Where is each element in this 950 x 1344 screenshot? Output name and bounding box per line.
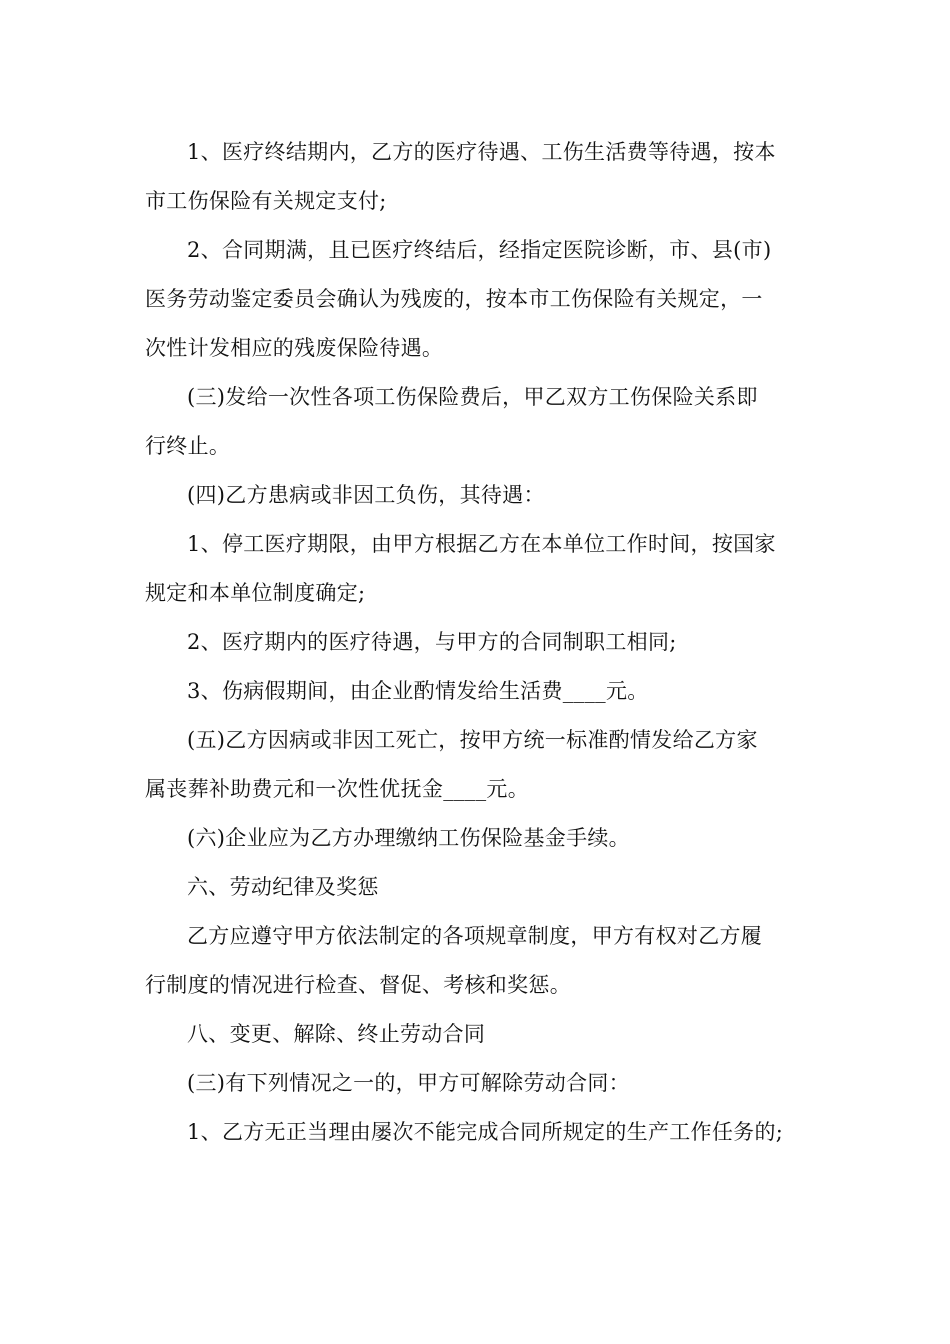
- paragraph-5: [145, 520, 820, 618]
- paragraph-2: [145, 226, 820, 373]
- text-line: (五)乙方因病或非因工死亡，按甲方统一标准酌情发给乙方家: [187, 728, 758, 752]
- text-line: 乙方应遵守甲方依法制定的各项规章制度，甲方有权对乙方履: [187, 924, 763, 948]
- text-line: 3、伤病假期间，由企业酌情发给生活费____元。: [187, 679, 649, 703]
- paragraph-8: [145, 716, 820, 814]
- paragraph-13: [145, 1059, 820, 1108]
- text-line: 2、医疗期内的医疗待遇，与甲方的合同制职工相同;: [187, 630, 677, 654]
- text-line: 规定和本单位制度确定;: [145, 581, 366, 605]
- text-line: 属丧葬补助费元和一次性优抚金____元。: [145, 777, 529, 801]
- text-line: (三)发给一次性各项工伤保险费后，甲乙双方工伤保险关系即: [187, 385, 758, 409]
- paragraph-1: [145, 128, 820, 226]
- paragraph-6: [145, 618, 820, 667]
- text-line: 1、乙方无正当理由屡次不能完成合同所规定的生产工作任务的;: [187, 1120, 784, 1144]
- text-line: 六、劳动纪律及奖惩: [187, 875, 379, 899]
- paragraph-4: [145, 471, 820, 520]
- section-heading-discipline: [145, 863, 820, 912]
- text-line: (六)企业应为乙方办理缴纳工伤保险基金手续。: [187, 826, 630, 850]
- text-line: (四)乙方患病或非因工负伤，其待遇：: [187, 483, 545, 507]
- paragraph-9: [145, 814, 820, 863]
- text-line: 行制度的情况进行检查、督促、考核和奖惩。: [145, 973, 571, 997]
- paragraph-3: [145, 373, 820, 471]
- text-line: 医务劳动鉴定委员会确认为残废的，按本市工伤保险有关规定，一: [145, 287, 763, 311]
- text-line: (三)有下列情况之一的，甲方可解除劳动合同：: [187, 1071, 630, 1095]
- section-heading-termination: [145, 1010, 820, 1059]
- text-line: 次性计发相应的残废保险待遇。: [145, 336, 444, 360]
- text-line: 市工伤保险有关规定支付;: [145, 189, 387, 213]
- text-line: 1、医疗终结期内，乙方的医疗待遇、工伤生活费等待遇，按本: [187, 140, 776, 164]
- text-line: 2、合同期满，且已医疗终结后，经指定医院诊断，市、县(市): [187, 238, 772, 262]
- paragraph-7: [145, 667, 820, 716]
- paragraph-11: [145, 912, 820, 1010]
- paragraph-14: [145, 1108, 820, 1157]
- text-line: 八、变更、解除、终止劳动合同: [187, 1022, 486, 1046]
- text-line: 行终止。: [145, 434, 231, 458]
- text-line: 1、停工医疗期限，由甲方根据乙方在本单位工作时间，按国家: [187, 532, 776, 556]
- document-body: [145, 128, 820, 1157]
